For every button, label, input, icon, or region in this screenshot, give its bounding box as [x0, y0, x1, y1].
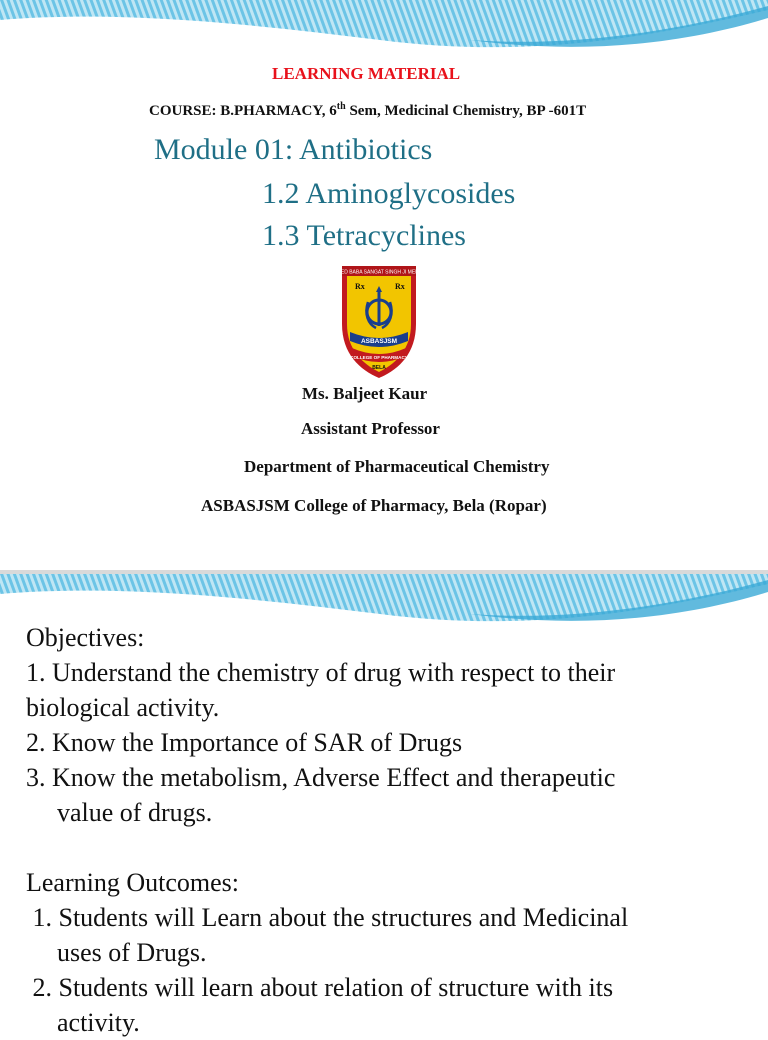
module-title: Module 01: Antibiotics: [154, 133, 433, 166]
author-title: Assistant Professor: [301, 419, 440, 438]
college-crest-logo-icon: [323, 262, 435, 380]
college-name: ASBASJSM College of Pharmacy, Bela (Ropar): [201, 496, 547, 515]
course-suffix: Sem, Medicinal Chemistry, BP -601T: [345, 103, 587, 119]
objective-1-line-2: biological activity.: [26, 693, 220, 722]
module-topic-aminoglycosides: 1.2 Aminoglycosides: [262, 177, 516, 210]
course-sup: th: [336, 101, 346, 112]
crest-rx-right: Rx: [395, 282, 405, 291]
outcome-2-line-1: 2. Students will learn about relation of structure with its: [26, 973, 614, 1002]
department-name: Department of Pharmaceutical Chemistry: [244, 457, 550, 476]
course-line: [149, 101, 586, 120]
outcome-2-line-2: activity.: [57, 1008, 140, 1037]
header-wave-decoration: [0, 0, 768, 60]
objectives-block: [26, 620, 628, 1040]
crest-college-text: COLLEGE OF PHARMACY: [350, 355, 408, 360]
crest-top-text: SHAHEED BABA SANGAT SINGH JI MEMORIAL: [323, 269, 435, 276]
outcomes-heading: Learning Outcomes:: [26, 868, 239, 897]
objective-2: 2. Know the Importance of SAR of Drugs: [26, 728, 463, 757]
outcome-1-line-1: 1. Students will Learn about the structures and Medicinal: [26, 903, 629, 932]
outcome-1-line-2: uses of Drugs.: [57, 938, 207, 967]
module-topic-tetracyclines: 1.3 Tetracyclines: [262, 219, 466, 252]
objectives-slide: [0, 574, 768, 1037]
spacer: [26, 830, 628, 865]
author-name: Ms. Baljeet Kaur: [302, 384, 428, 403]
crest-rx-left: Rx: [355, 282, 365, 291]
objective-3-line-2: value of drugs.: [57, 798, 213, 827]
crest-place-text: BELA: [372, 365, 386, 371]
learning-material-label: LEARNING MATERIAL: [272, 64, 461, 83]
objectives-heading: Objectives:: [26, 623, 145, 652]
objective-3-line-1: 3. Know the metabolism, Adverse Effect and therapeutic: [26, 763, 616, 792]
objective-1-line-1: 1. Understand the chemistry of drug with respect to their: [26, 658, 616, 687]
course-prefix: COURSE: B.PHARMACY, 6: [149, 103, 337, 119]
crest-ribbon-text: ASBASJSM: [360, 338, 398, 345]
